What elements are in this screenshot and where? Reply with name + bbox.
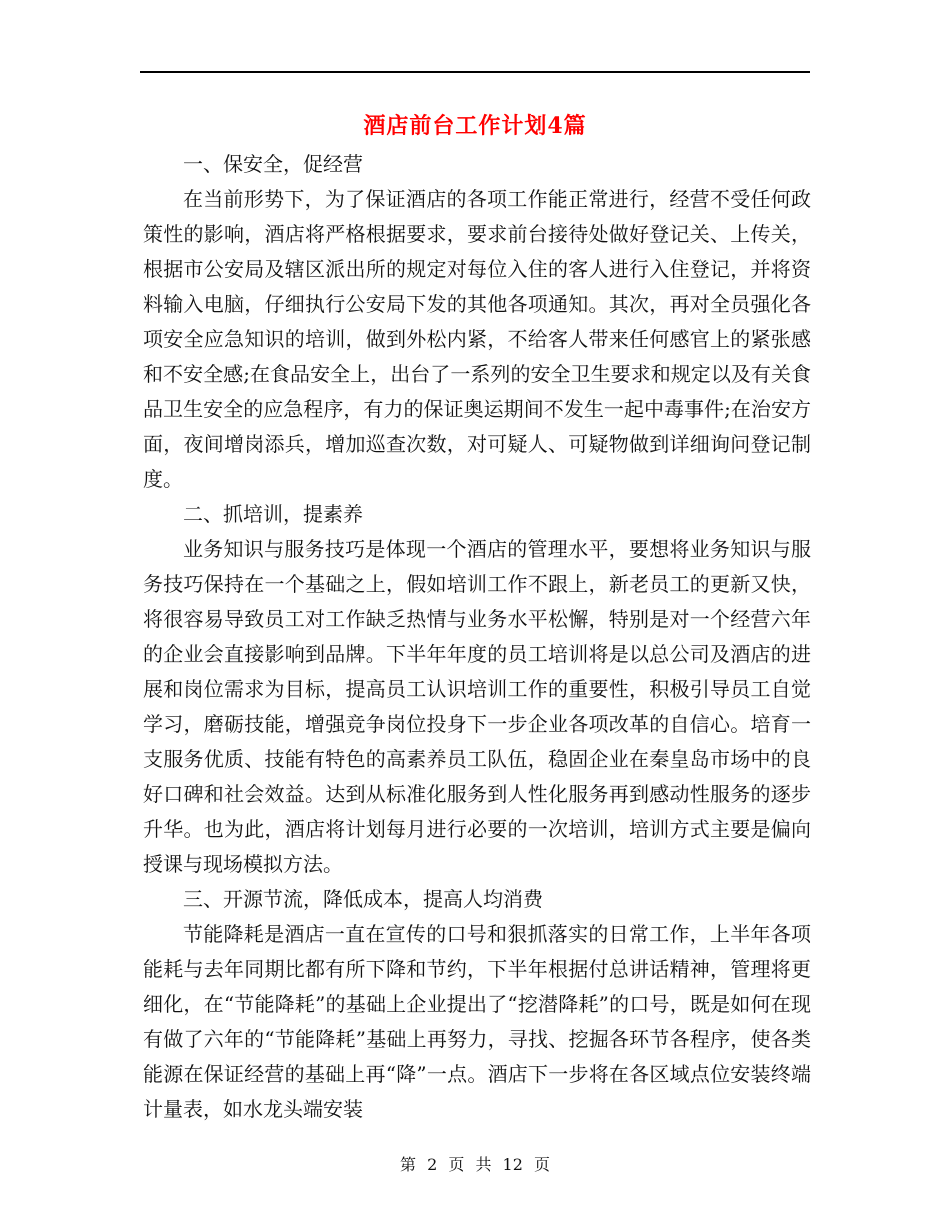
header-rule	[140, 71, 810, 73]
page-number-footer: 第 2 页 共 12 页	[400, 1155, 550, 1174]
body-paragraph-2: 业务知识与服务技巧是体现一个酒店的管理水平，要想将业务知识与服务技巧保持在一个基础之上，假如培训工作不跟上，新老员工的更新又快，将很容易导致员工对工作缺乏热情与业务水平松懈，特别是对一个经营六年的企业会直接影响到品牌。下半年年度的员工培训将是以总公司及酒店的进展和岗位需求为目标，提高员工认识培训工作的重要性，积极引导员工自觉学习，磨砺技能，增强竞争岗位投身下一步企业各项改革的自信心。培育一支服务优质、技能有特色的高素养员工队伍，稳固企业在秦皇岛市场中的良好口碑和社会效益。达到从标准化服务到人性化服务再到感动性服务的逐步升华。也为此，酒店将计划每月进行必要的一次培训，培训方式主要是偏向授课与现场模拟方法。	[143, 537, 811, 876]
section-heading-2: 二、抓培训，提素养	[183, 502, 363, 526]
body-paragraph-3: 节能降耗是酒店一直在宣传的口号和狠抓落实的日常工作，上半年各项能耗与去年同期比都有所下降和节约，下半年根据付总讲话精神，管理将更细化，在“节能降耗”的基础上企业提出了“挖潜降耗”的口号，既是如何在现有做了六年的“节能降耗”基础上再努力，寻找、挖掘各环节各程序，使各类能源在保证经营的基础上再“降”一点。酒店下一步将在各区域点位安装终端计量表，如水龙头端安装	[143, 922, 811, 1121]
body-paragraph-1: 在当前形势下，为了保证酒店的各项工作能正常进行，经营不受任何政策性的影响，酒店将严格根据要求，要求前台接待处做好登记关、上传关，根据市公安局及辖区派出所的规定对每位入住的客人进行入住登记，并将资料输入电脑，仔细执行公安局下发的其他各项通知。其次，再对全员强化各项安全应急知识的培训，做到外松内紧，不给客人带来任何感官上的紧张感和不安全感;在食品安全上，出台了一系列的安全卫生要求和规定以及有关食品卫生安全的应急程序，有力的保证奥运期间不发生一起中毒事件;在治安方面，夜间增岗添兵，增加巡查次数，对可疑人、可疑物做到详细询问登记制度。	[143, 187, 811, 491]
section-heading-1: 一、保安全，促经营	[183, 152, 363, 176]
section-heading-3: 三、开源节流，降低成本，提高人均消费	[183, 887, 543, 911]
document-title: 酒店前台工作计划4篇	[363, 113, 587, 139]
document-body	[143, 147, 811, 1127]
